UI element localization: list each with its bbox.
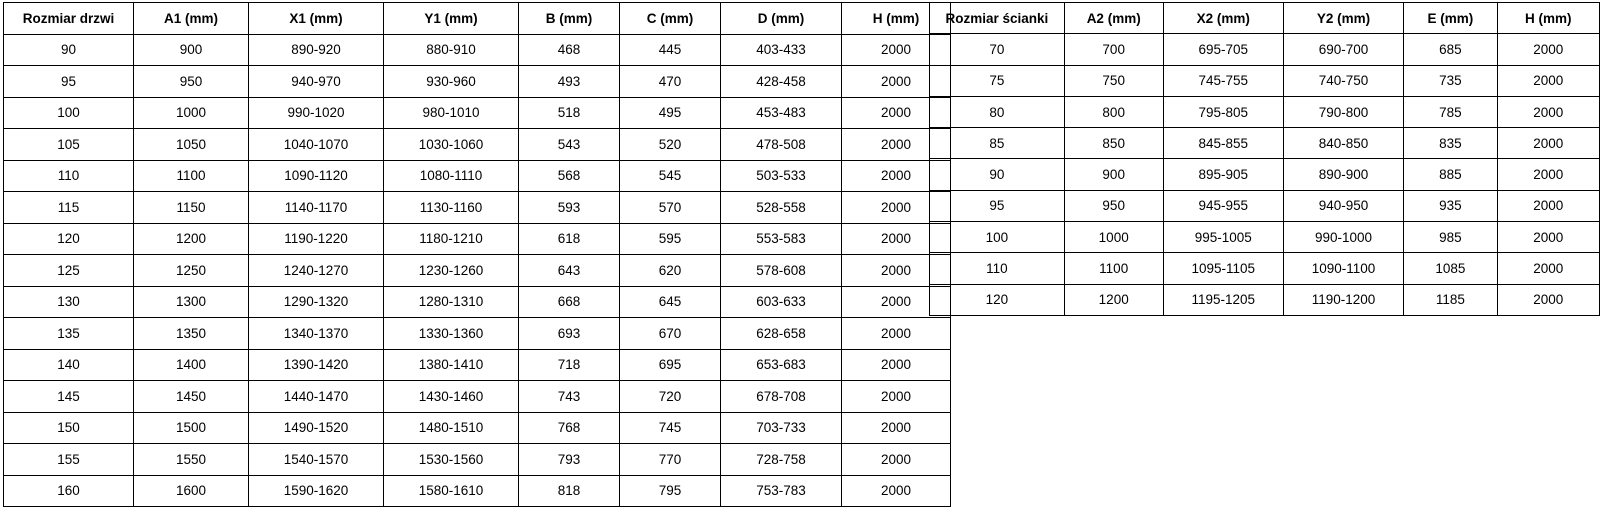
- cell-a2: 1200: [1064, 284, 1163, 315]
- cell-h: 2000: [1497, 284, 1599, 315]
- cell-h: 2000: [1497, 96, 1599, 127]
- cell-x1: 1590-1620: [249, 475, 384, 507]
- cell-d: 728-758: [721, 444, 842, 476]
- cell-a2: 800: [1064, 96, 1163, 127]
- cell-wall-size: 120: [930, 284, 1065, 315]
- cell-x1: 990-1020: [249, 97, 384, 129]
- cell-d: 403-433: [721, 34, 842, 66]
- doors-dimensions-table-container: [3, 2, 951, 507]
- cell-y1: 880-910: [384, 34, 519, 66]
- cell-x2: 795-805: [1163, 96, 1283, 127]
- cell-e: 985: [1404, 222, 1497, 253]
- cell-b: 693: [519, 318, 620, 350]
- cell-x1: 1340-1370: [249, 318, 384, 350]
- table-row: [930, 222, 1600, 253]
- column-header-b: B (mm): [519, 3, 620, 35]
- walls-table-body: [930, 34, 1600, 316]
- cell-b: 493: [519, 66, 620, 98]
- cell-d: 453-483: [721, 97, 842, 129]
- cell-a2: 1000: [1064, 222, 1163, 253]
- cell-b: 743: [519, 381, 620, 413]
- table-row: [4, 286, 951, 318]
- table-row: [4, 318, 951, 350]
- cell-b: 768: [519, 412, 620, 444]
- cell-a1: 1600: [134, 475, 249, 507]
- table-row: [4, 160, 951, 192]
- cell-h: 2000: [842, 97, 951, 129]
- cell-b: 468: [519, 34, 620, 66]
- cell-y2: 940-950: [1283, 190, 1403, 221]
- cell-y2: 990-1000: [1283, 222, 1403, 253]
- cell-e: 935: [1404, 190, 1497, 221]
- cell-a1: 1500: [134, 412, 249, 444]
- cell-c: 620: [620, 255, 721, 287]
- table-row: [4, 412, 951, 444]
- cell-c: 770: [620, 444, 721, 476]
- cell-b: 593: [519, 192, 620, 224]
- cell-a2: 850: [1064, 128, 1163, 159]
- cell-door-size: 130: [4, 286, 134, 318]
- cell-a2: 900: [1064, 159, 1163, 190]
- cell-d: 628-658: [721, 318, 842, 350]
- cell-h: 2000: [1497, 190, 1599, 221]
- cell-h: 2000: [842, 286, 951, 318]
- cell-h: 2000: [842, 318, 951, 350]
- cell-door-size: 90: [4, 34, 134, 66]
- cell-y1: 1080-1110: [384, 160, 519, 192]
- cell-c: 745: [620, 412, 721, 444]
- column-header-y2: Y2 (mm): [1283, 3, 1403, 34]
- cell-e: 835: [1404, 128, 1497, 159]
- cell-d: 503-533: [721, 160, 842, 192]
- cell-x2: 995-1005: [1163, 222, 1283, 253]
- cell-b: 543: [519, 129, 620, 161]
- cell-y1: 980-1010: [384, 97, 519, 129]
- cell-wall-size: 75: [930, 65, 1065, 96]
- cell-b: 668: [519, 286, 620, 318]
- cell-a2: 1100: [1064, 253, 1163, 284]
- cell-door-size: 125: [4, 255, 134, 287]
- column-header-a2: A2 (mm): [1064, 3, 1163, 34]
- table-row: [4, 255, 951, 287]
- cell-x2: 895-905: [1163, 159, 1283, 190]
- cell-x1: 1390-1420: [249, 349, 384, 381]
- table-row: [930, 253, 1600, 284]
- cell-x2: 695-705: [1163, 34, 1283, 65]
- cell-c: 670: [620, 318, 721, 350]
- table-row: [4, 66, 951, 98]
- cell-x1: 890-920: [249, 34, 384, 66]
- cell-wall-size: 95: [930, 190, 1065, 221]
- cell-b: 568: [519, 160, 620, 192]
- cell-a1: 1050: [134, 129, 249, 161]
- cell-door-size: 115: [4, 192, 134, 224]
- cell-y1: 1130-1160: [384, 192, 519, 224]
- cell-x1: 940-970: [249, 66, 384, 98]
- cell-y1: 1330-1360: [384, 318, 519, 350]
- cell-b: 618: [519, 223, 620, 255]
- cell-h: 2000: [1497, 34, 1599, 65]
- table-row: [930, 159, 1600, 190]
- cell-x1: 1440-1470: [249, 381, 384, 413]
- doors-table-header: [4, 3, 951, 35]
- cell-c: 520: [620, 129, 721, 161]
- cell-y2: 740-750: [1283, 65, 1403, 96]
- cell-a2: 950: [1064, 190, 1163, 221]
- cell-h: 2000: [842, 223, 951, 255]
- column-header-wall-size: Rozmiar ścianki: [930, 3, 1065, 34]
- cell-y2: 690-700: [1283, 34, 1403, 65]
- cell-a1: 950: [134, 66, 249, 98]
- cell-y2: 790-800: [1283, 96, 1403, 127]
- cell-door-size: 160: [4, 475, 134, 507]
- cell-c: 795: [620, 475, 721, 507]
- cell-door-size: 95: [4, 66, 134, 98]
- cell-h: 2000: [842, 475, 951, 507]
- column-header-c: C (mm): [620, 3, 721, 35]
- cell-a1: 1000: [134, 97, 249, 129]
- table-row: [930, 190, 1600, 221]
- cell-y2: 1190-1200: [1283, 284, 1403, 315]
- table-row: [930, 96, 1600, 127]
- cell-d: 653-683: [721, 349, 842, 381]
- cell-y1: 1480-1510: [384, 412, 519, 444]
- cell-h: 2000: [1497, 65, 1599, 96]
- column-header-d: D (mm): [721, 3, 842, 35]
- cell-c: 720: [620, 381, 721, 413]
- cell-x1: 1240-1270: [249, 255, 384, 287]
- cell-wall-size: 90: [930, 159, 1065, 190]
- table-row: [930, 128, 1600, 159]
- cell-d: 428-458: [721, 66, 842, 98]
- doors-table-body: [4, 34, 951, 507]
- column-header-x2: X2 (mm): [1163, 3, 1283, 34]
- cell-h: 2000: [842, 412, 951, 444]
- doors-dimensions-table: [3, 2, 951, 507]
- cell-h: 2000: [842, 192, 951, 224]
- cell-d: 578-608: [721, 255, 842, 287]
- column-header-e: E (mm): [1404, 3, 1497, 34]
- cell-b: 518: [519, 97, 620, 129]
- cell-c: 570: [620, 192, 721, 224]
- table-row: [4, 192, 951, 224]
- cell-h: 2000: [842, 129, 951, 161]
- table-row: [4, 381, 951, 413]
- cell-y1: 1580-1610: [384, 475, 519, 507]
- cell-door-size: 135: [4, 318, 134, 350]
- cell-d: 753-783: [721, 475, 842, 507]
- cell-a1: 1300: [134, 286, 249, 318]
- cell-door-size: 120: [4, 223, 134, 255]
- cell-x1: 1540-1570: [249, 444, 384, 476]
- cell-a1: 1200: [134, 223, 249, 255]
- cell-wall-size: 110: [930, 253, 1065, 284]
- cell-h: 2000: [842, 34, 951, 66]
- cell-y1: 1380-1410: [384, 349, 519, 381]
- cell-y1: 1230-1260: [384, 255, 519, 287]
- cell-y2: 840-850: [1283, 128, 1403, 159]
- cell-h: 2000: [842, 255, 951, 287]
- cell-h: 2000: [1497, 159, 1599, 190]
- cell-x2: 1195-1205: [1163, 284, 1283, 315]
- cell-door-size: 145: [4, 381, 134, 413]
- cell-wall-size: 85: [930, 128, 1065, 159]
- cell-h: 2000: [1497, 253, 1599, 284]
- cell-d: 553-583: [721, 223, 842, 255]
- cell-a1: 1550: [134, 444, 249, 476]
- cell-door-size: 140: [4, 349, 134, 381]
- cell-a1: 1450: [134, 381, 249, 413]
- table-row: [4, 349, 951, 381]
- cell-x2: 945-955: [1163, 190, 1283, 221]
- cell-c: 495: [620, 97, 721, 129]
- cell-x2: 845-855: [1163, 128, 1283, 159]
- cell-c: 595: [620, 223, 721, 255]
- cell-y1: 1430-1460: [384, 381, 519, 413]
- cell-h: 2000: [842, 160, 951, 192]
- cell-y2: 890-900: [1283, 159, 1403, 190]
- table-header-row: [930, 3, 1600, 34]
- cell-a1: 900: [134, 34, 249, 66]
- table-row: [930, 284, 1600, 315]
- cell-wall-size: 80: [930, 96, 1065, 127]
- cell-b: 818: [519, 475, 620, 507]
- cell-a1: 1350: [134, 318, 249, 350]
- cell-x1: 1490-1520: [249, 412, 384, 444]
- cell-h: 2000: [1497, 128, 1599, 159]
- cell-c: 695: [620, 349, 721, 381]
- cell-door-size: 105: [4, 129, 134, 161]
- cell-y2: 1090-1100: [1283, 253, 1403, 284]
- cell-y1: 1530-1560: [384, 444, 519, 476]
- cell-y1: 1030-1060: [384, 129, 519, 161]
- column-header-h: H (mm): [1497, 3, 1599, 34]
- cell-e: 735: [1404, 65, 1497, 96]
- cell-x1: 1140-1170: [249, 192, 384, 224]
- cell-a1: 1400: [134, 349, 249, 381]
- cell-e: 1185: [1404, 284, 1497, 315]
- cell-x2: 745-755: [1163, 65, 1283, 96]
- table-row: [930, 34, 1600, 65]
- cell-b: 793: [519, 444, 620, 476]
- column-header-y1: Y1 (mm): [384, 3, 519, 35]
- walls-table-header: [930, 3, 1600, 34]
- table-row: [930, 65, 1600, 96]
- table-row: [4, 34, 951, 66]
- cell-b: 718: [519, 349, 620, 381]
- cell-d: 603-633: [721, 286, 842, 318]
- table-row: [4, 97, 951, 129]
- walls-dimensions-table: [929, 2, 1600, 316]
- cell-x2: 1095-1105: [1163, 253, 1283, 284]
- table-row: [4, 475, 951, 507]
- column-header-x1: X1 (mm): [249, 3, 384, 35]
- cell-x1: 1290-1320: [249, 286, 384, 318]
- column-header-door-size: Rozmiar drzwi: [4, 3, 134, 35]
- cell-d: 678-708: [721, 381, 842, 413]
- table-row: [4, 129, 951, 161]
- cell-d: 703-733: [721, 412, 842, 444]
- cell-e: 685: [1404, 34, 1497, 65]
- cell-h: 2000: [842, 349, 951, 381]
- cell-d: 528-558: [721, 192, 842, 224]
- cell-d: 478-508: [721, 129, 842, 161]
- cell-e: 885: [1404, 159, 1497, 190]
- cell-a2: 750: [1064, 65, 1163, 96]
- cell-e: 785: [1404, 96, 1497, 127]
- cell-x1: 1040-1070: [249, 129, 384, 161]
- cell-h: 2000: [842, 66, 951, 98]
- table-row: [4, 223, 951, 255]
- cell-door-size: 110: [4, 160, 134, 192]
- cell-x1: 1190-1220: [249, 223, 384, 255]
- column-header-a1: A1 (mm): [134, 3, 249, 35]
- cell-y1: 930-960: [384, 66, 519, 98]
- cell-c: 445: [620, 34, 721, 66]
- table-header-row: [4, 3, 951, 35]
- cell-wall-size: 70: [930, 34, 1065, 65]
- cell-a2: 700: [1064, 34, 1163, 65]
- cell-c: 645: [620, 286, 721, 318]
- cell-x1: 1090-1120: [249, 160, 384, 192]
- cell-h: 2000: [842, 381, 951, 413]
- cell-a1: 1250: [134, 255, 249, 287]
- cell-c: 545: [620, 160, 721, 192]
- cell-a1: 1150: [134, 192, 249, 224]
- cell-h: 2000: [842, 444, 951, 476]
- cell-h: 2000: [1497, 222, 1599, 253]
- cell-door-size: 155: [4, 444, 134, 476]
- cell-y1: 1180-1210: [384, 223, 519, 255]
- column-header-h: H (mm): [842, 3, 951, 35]
- cell-e: 1085: [1404, 253, 1497, 284]
- cell-c: 470: [620, 66, 721, 98]
- walls-dimensions-table-container: [929, 2, 1600, 316]
- cell-b: 643: [519, 255, 620, 287]
- cell-wall-size: 100: [930, 222, 1065, 253]
- cell-a1: 1100: [134, 160, 249, 192]
- cell-y1: 1280-1310: [384, 286, 519, 318]
- table-row: [4, 444, 951, 476]
- cell-door-size: 150: [4, 412, 134, 444]
- cell-door-size: 100: [4, 97, 134, 129]
